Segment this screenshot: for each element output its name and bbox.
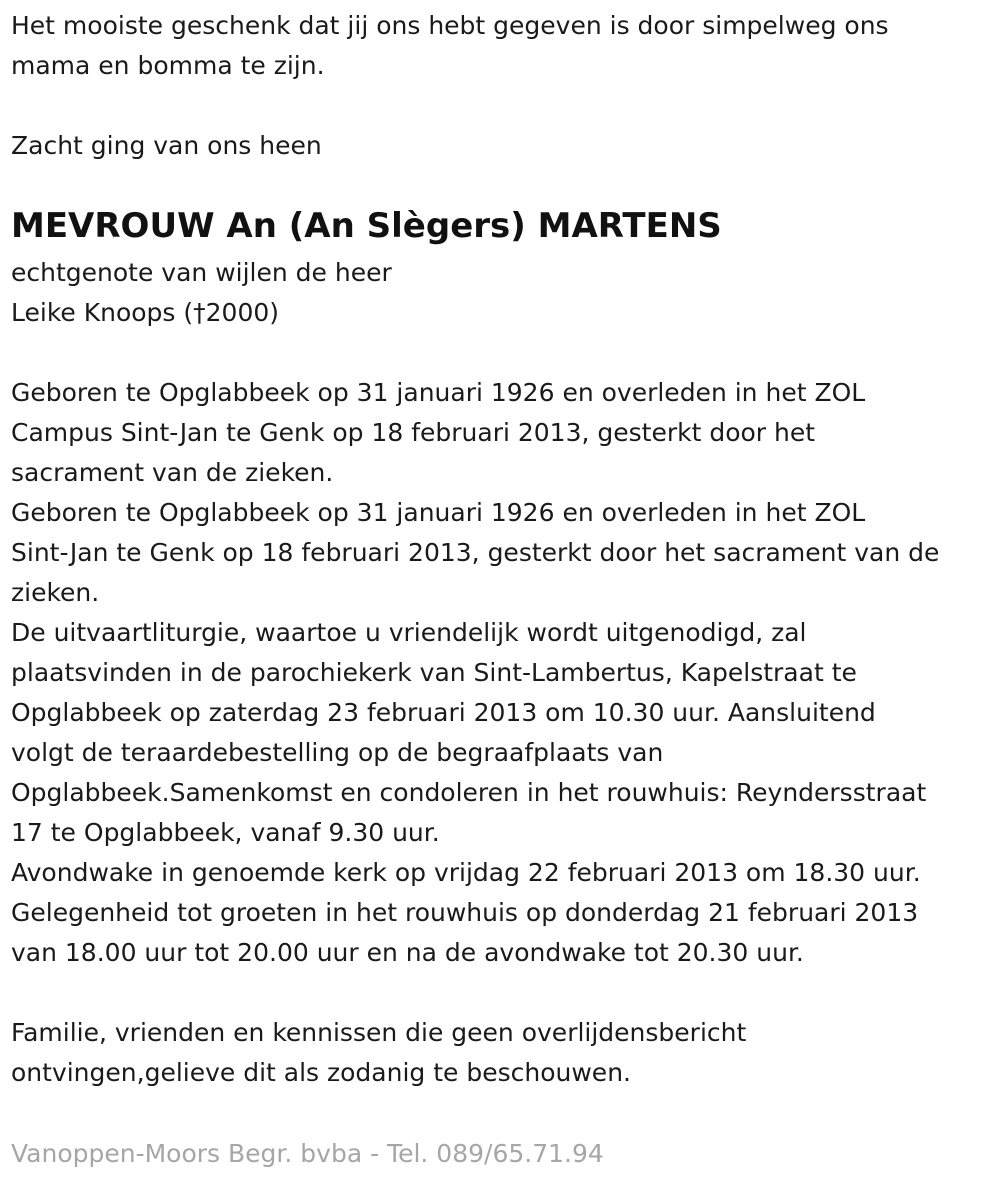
details-line: Sint-Jan te Genk op 18 februari 2013, gesterkt door het sacrament van de	[11, 538, 940, 567]
family-notice-paragraph	[11, 1013, 746, 1093]
funeral-home-footer: Vanoppen-Moors Begr. bvba - Tel. 089/65.71.94	[11, 1139, 604, 1168]
details-line: plaatsvinden in de parochiekerk van Sint-Lambertus, Kapelstraat te	[11, 658, 857, 687]
details-line: Geboren te Opglabbeek op 31 januari 1926 en overleden in het ZOL	[11, 498, 866, 527]
passed-away-paragraph	[11, 126, 322, 166]
spouse-line: Leike Knoops (†2000)	[11, 298, 280, 327]
family-notice-line: ontvingen,gelieve dit als zodanig te beschouwen.	[11, 1058, 631, 1087]
details-line: sacrament van de zieken.	[11, 458, 334, 487]
details-line: zieken.	[11, 578, 100, 607]
details-line: van 18.00 uur tot 20.00 uur en na de avondwake tot 20.30 uur.	[11, 938, 804, 967]
details-line: Avondwake in genoemde kerk op vrijdag 22 februari 2013 om 18.30 uur.	[11, 858, 921, 887]
spouse-paragraph	[11, 253, 392, 333]
details-line: Opglabbeek op zaterdag 23 februari 2013 om 10.30 uur. Aansluitend	[11, 698, 876, 727]
intro-line: Het mooiste geschenk dat jij ons hebt gegeven is door simpelweg ons	[11, 11, 889, 40]
spouse-line: echtgenote van wijlen de heer	[11, 258, 392, 287]
intro-paragraph	[11, 6, 889, 86]
details-paragraph	[11, 373, 939, 973]
details-line: 17 te Opglabbeek, vanaf 9.30 uur.	[11, 818, 440, 847]
passed-away-text: Zacht ging van ons heen	[11, 131, 322, 160]
details-line: Campus Sint-Jan te Genk op 18 februari 2013, gesterkt door het	[11, 418, 816, 447]
details-line: Opglabbeek.Samenkomst en condoleren in het rouwhuis: Reyndersstraat	[11, 778, 927, 807]
deceased-name: MEVROUW An (An Slègers) MARTENS	[11, 206, 722, 246]
details-line: Gelegenheid tot groeten in het rouwhuis op donderdag 21 februari 2013	[11, 898, 919, 927]
details-line: De uitvaartliturgie, waartoe u vriendelijk wordt uitgenodigd, zal	[11, 618, 807, 647]
details-line: Geboren te Opglabbeek op 31 januari 1926 en overleden in het ZOL	[11, 378, 866, 407]
intro-line: mama en bomma te zijn.	[11, 51, 325, 80]
details-line: volgt de teraardebestelling op de begraafplaats van	[11, 738, 664, 767]
family-notice-line: Familie, vrienden en kennissen die geen overlijdensbericht	[11, 1018, 747, 1047]
